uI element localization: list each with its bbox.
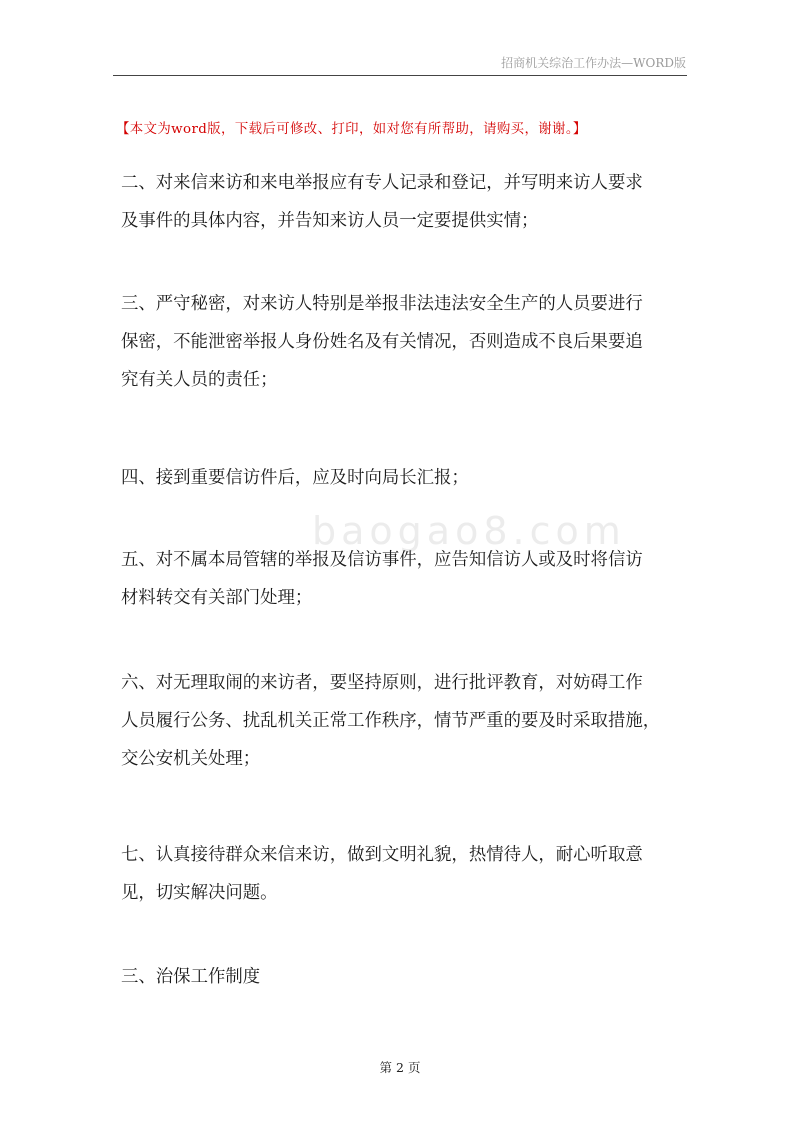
paragraph-line: 保密，不能泄密举报人身份姓名及有关情况，否则造成不良后果要追 bbox=[121, 332, 643, 352]
paragraph-6 bbox=[121, 664, 687, 778]
running-header: 招商机关综治工作办法—WORD版 bbox=[501, 56, 686, 70]
section-heading bbox=[121, 958, 687, 996]
purchase-notice: 【本文为word版，下载后可修改、打印，如对您有所帮助，请购买，谢谢。】 bbox=[116, 122, 587, 137]
paragraph-line: 五、对不属本局管辖的举报及信访事件，应告知信访人或及时将信访 bbox=[121, 550, 643, 570]
paragraph-7 bbox=[121, 836, 687, 912]
paragraph-line: 见，切实解决问题。 bbox=[121, 883, 278, 903]
paragraph-line: 究有关人员的责任； bbox=[121, 370, 278, 390]
paragraph-line: 人员履行公务、扰乱机关正常工作秩序，情节严重的要及时采取措施， bbox=[121, 711, 661, 731]
paragraph-3 bbox=[121, 285, 687, 399]
paragraph-line: 交公安机关处理； bbox=[121, 749, 261, 769]
header-divider bbox=[113, 75, 687, 76]
paragraph-line: 及事件的具体内容，并告知来访人员一定要提供实情； bbox=[121, 211, 539, 231]
paragraph-line: 七、认真接待群众来信来访，做到文明礼貌，热情待人，耐心听取意 bbox=[121, 845, 643, 865]
paragraph-4 bbox=[121, 459, 687, 497]
page-number: 第 2 页 bbox=[379, 1060, 421, 1075]
paragraph-line: 三、严守秘密，对来访人特别是举报非法违法安全生产的人员要进行 bbox=[121, 294, 643, 314]
watermark: baogao8.com bbox=[312, 509, 626, 553]
paragraph-line: 材料转交有关部门处理； bbox=[121, 588, 313, 608]
paragraph-line: 二、对来信来访和来电举报应有专人记录和登记，并写明来访人要求 bbox=[121, 173, 643, 193]
paragraph-5 bbox=[121, 541, 687, 617]
paragraph-2 bbox=[121, 164, 687, 240]
paragraph-line: 三、治保工作制度 bbox=[121, 967, 261, 987]
paragraph-line: 四、接到重要信访件后，应及时向局长汇报； bbox=[121, 468, 469, 488]
paragraph-line: 六、对无理取闹的来访者，要坚持原则，进行批评教育，对妨碍工作 bbox=[121, 673, 643, 693]
